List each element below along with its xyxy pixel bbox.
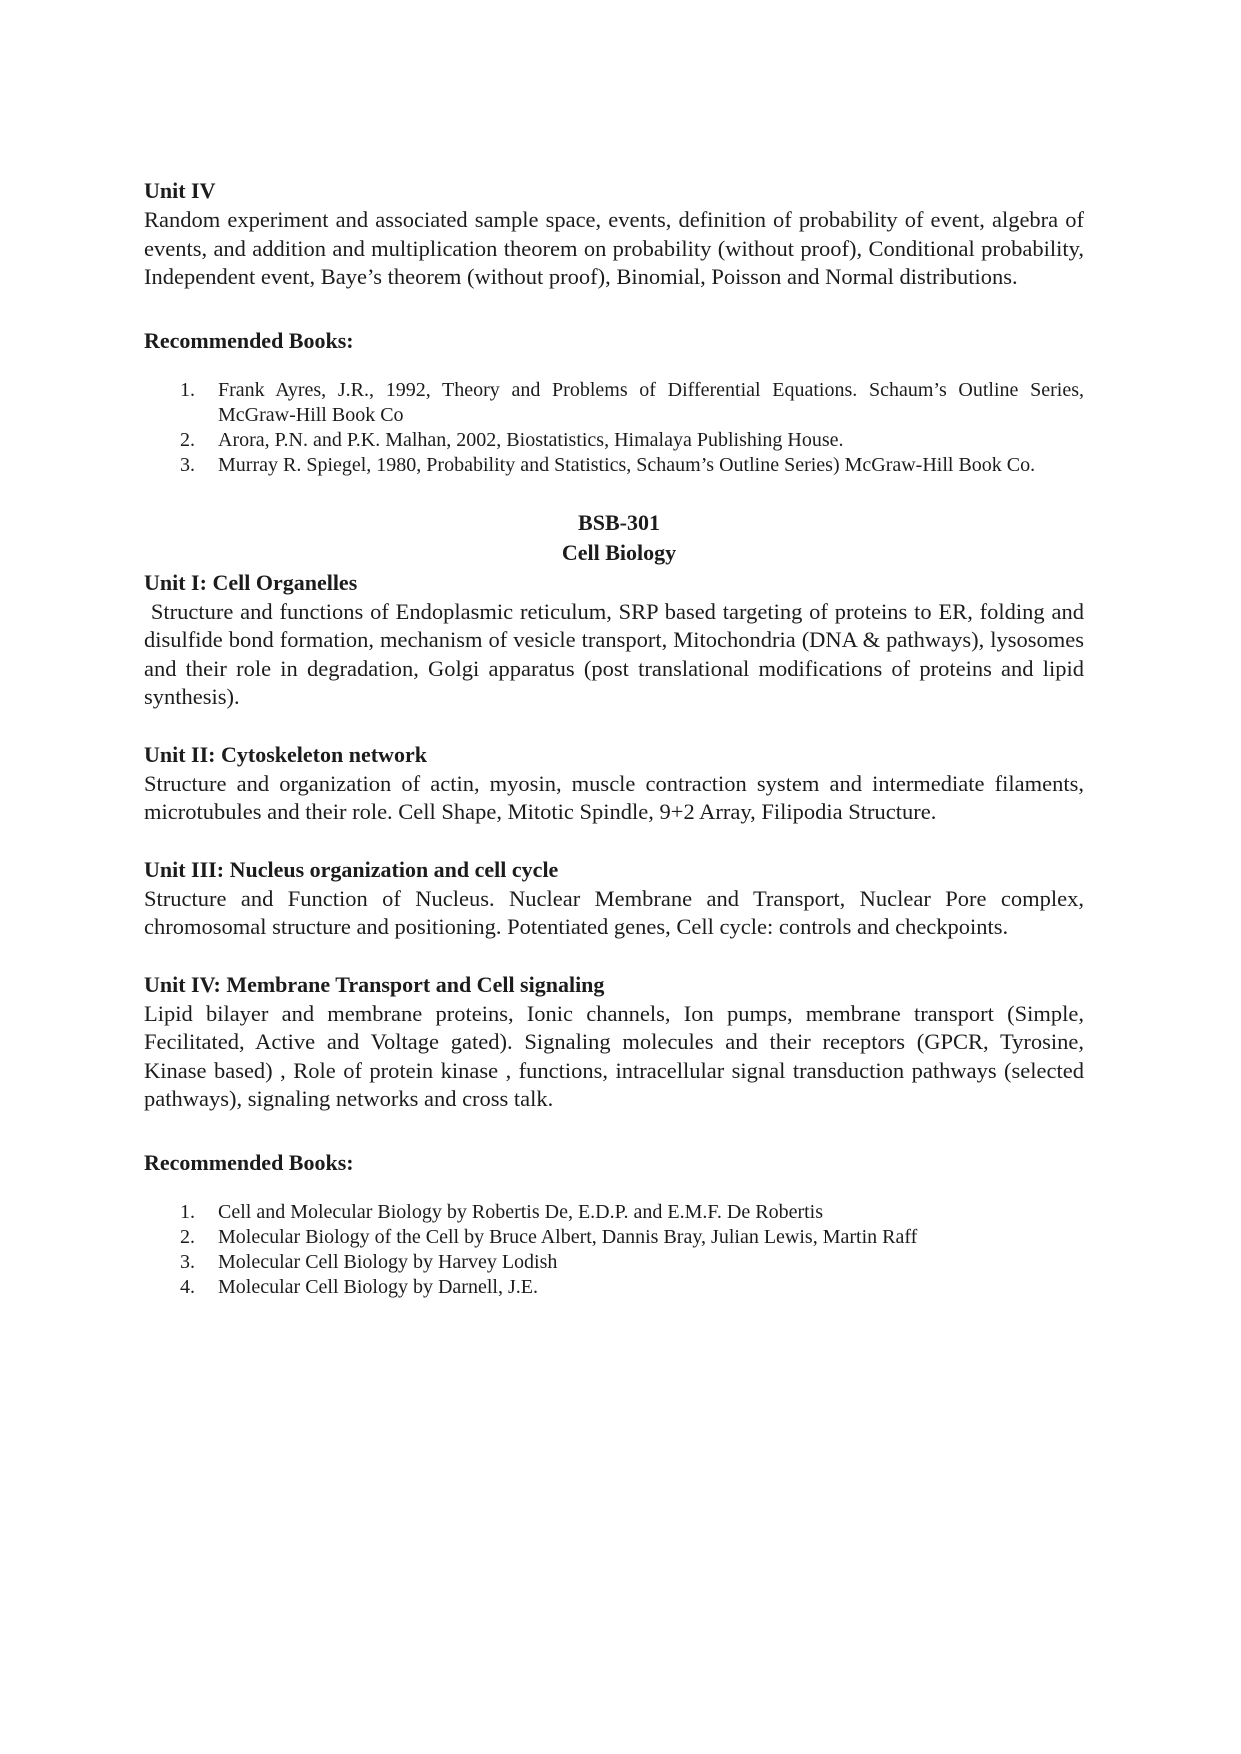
book-item: 1. Frank Ayres, J.R., 1992, Theory and Problems of Differential Equations. Schaum’s Outline Series, McGraw-Hill Book Co	[180, 378, 1084, 426]
recommended-books-list	[144, 378, 1084, 478]
unit-ii-heading: Unit II: Cytoskeleton network	[144, 741, 427, 767]
book-item: 4. Molecular Cell Biology by Darnell, J.E.	[180, 1275, 538, 1298]
book-item: 3. Molecular Cell Biology by Harvey Lodish	[180, 1250, 558, 1273]
unit-iv-heading: Unit IV	[144, 178, 216, 203]
recommended-books-list-2	[144, 1200, 1084, 1300]
document-page	[144, 176, 1090, 1300]
recommended-books-heading: Recommended Books:	[144, 327, 354, 353]
unit-iii-heading: Unit III: Nucleus organization and cell cycle	[144, 856, 559, 882]
book-item: 3. Murray R. Spiegel, 1980, Probability and Statistics, Schaum’s Outline Series) McGraw-Hill Book Co.	[180, 453, 1036, 476]
unit-ii-body: Structure and organization of actin, myosin, muscle contraction system and intermediate filaments, microtubules and their role. Cell Shape, Mitotic Spindle, 9+2 Array, Filipodia Structure.	[144, 770, 1084, 824]
unit-i-body: Structure and functions of Endoplasmic reticulum, SRP based targeting of proteins to ER, folding and disulfide bond formation, mechanism of vesicle transport, Mitochondria (DNA & pathways), lysosomes and their role in degradation, Golgi apparatus (post translational modifications of proteins and lipid synthesis).	[144, 598, 1090, 709]
course-title: Cell Biology	[561, 539, 677, 565]
unit-iv-signaling-heading: Unit IV: Membrane Transport and Cell signaling	[144, 971, 605, 997]
recommended-books-heading-2: Recommended Books:	[144, 1149, 354, 1175]
book-item: 2. Molecular Biology of the Cell by Bruce Albert, Dannis Bray, Julian Lewis, Martin Raff	[180, 1225, 918, 1248]
book-item: 2. Arora, P.N. and P.K. Malhan, 2002, Biostatistics, Himalaya Publishing House.	[180, 428, 844, 451]
unit-i-heading: Unit I: Cell Organelles	[144, 569, 358, 595]
book-item: 1. Cell and Molecular Biology by Robertis De, E.D.P. and E.M.F. De Robertis	[180, 1200, 823, 1223]
course-code: BSB-301	[578, 509, 660, 535]
unit-iv-signaling-body: Lipid bilayer and membrane proteins, Ionic channels, Ion pumps, membrane transport (Simple, Fecilitated, Active and Voltage gated). Signaling molecules and their receptors (GPCR, Tyrosine, Kinase based) , Role of protein kinase , functions, intracellular signal transduction pathways (selected pathways), signaling networks and cross talk.	[144, 1000, 1084, 1111]
unit-iv-body: Random experiment and associated sample space, events, definition of probability of event, algebra of events, and addition and multiplication theorem on probability (without proof), Conditional probability, Independent event, Baye’s theorem (without proof), Binomial, Poisson and Normal distributions.	[144, 207, 1084, 289]
unit-iii-body: Structure and Function of Nucleus. Nuclear Membrane and Transport, Nuclear Pore complex, chromosomal structure and positioning. Potentiated genes, Cell cycle: controls and checkpoints.	[144, 885, 1084, 939]
